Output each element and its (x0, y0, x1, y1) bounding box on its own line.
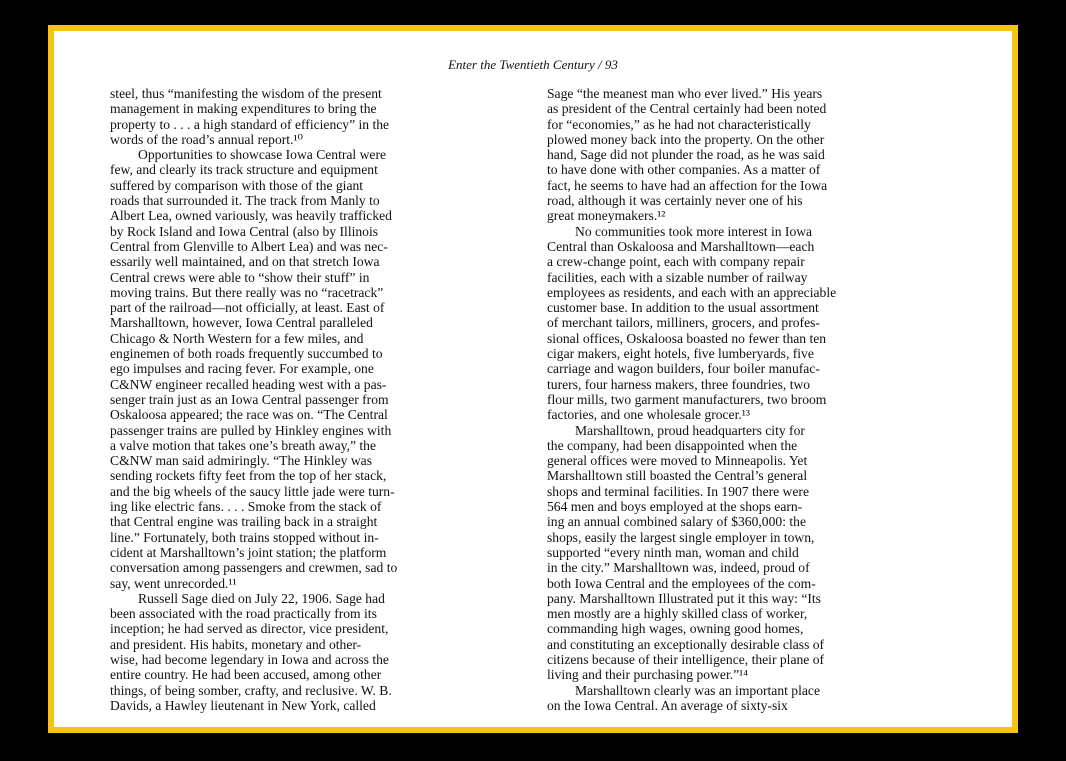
text-line: few, and clearly its track structure and equipment (110, 162, 378, 178)
text-line: management in making expenditures to bring the (110, 101, 377, 117)
text-line: Central from Glenville to Albert Lea) and was nec- (110, 238, 388, 254)
text-line: factories, and one wholesale grocer.¹³ (547, 407, 750, 423)
paragraph-start: Opportunities to showcase Iowa Central were (138, 147, 387, 163)
text-line: supported “every ninth man, woman and child (547, 544, 799, 560)
text-line: and constituting an exceptionally desirable class of (547, 636, 825, 652)
text-line: Davids, a Hawley lieutenant in New York, called (110, 697, 376, 713)
text-line: Chicago & North Western for a few miles, and (110, 330, 364, 346)
text-line: for “economies,” as he had not characteristically (547, 116, 811, 132)
text-line: shops and terminal facilities. In 1907 there were (547, 483, 809, 499)
text-line: road, although it was certainly never one of his (547, 193, 803, 209)
text-line: 564 men and boys employed at the shops earn- (547, 499, 803, 515)
left-column (110, 86, 528, 713)
text-line: living and their purchasing power.”¹⁴ (547, 667, 748, 683)
text-line: senger train just as an Iowa Central passenger from (110, 391, 389, 407)
text-line: Oskaloosa appeared; the race was on. “The Central (110, 407, 388, 423)
text-line: line.” Fortunately, both trains stopped without in- (110, 529, 379, 545)
page-frame (48, 25, 1018, 733)
text-line: general offices were moved to Minneapolis. Yet (547, 453, 808, 469)
text-line: to have done with other companies. As a matter of (547, 162, 821, 178)
text-line: Albert Lea, owned variously, was heavily trafficked (110, 208, 392, 224)
text-line: Sage “the meanest man who ever lived.” His years (547, 86, 823, 101)
text-line: of merchant tailors, milliners, grocers, and profes- (547, 315, 820, 331)
text-line: sional offices, Oskaloosa boasted no fewer than ten (547, 330, 827, 346)
paragraph-start: Russell Sage died on July 22, 1906. Sage had (138, 590, 385, 606)
text-line: part of the railroad—not officially, at least. East of (110, 300, 385, 316)
text-line: customer base. In addition to the usual assortment (547, 300, 819, 316)
text-line: Central than Oskaloosa and Marshalltown—each (547, 238, 815, 254)
text-line: commanding high wages, owning good homes, (547, 621, 804, 637)
running-head: Enter the Twentieth Century / 93 (448, 57, 618, 72)
text-line: roads that surrounded it. The track from Manly to (110, 193, 380, 209)
text-line: shops, easily the largest single employer in town, (547, 529, 815, 545)
text-line: in the city.” Marshalltown was, indeed, proud of (547, 560, 810, 576)
text-line: ing an annual combined salary of $360,000: the (547, 514, 806, 530)
text-line: property to . . . a high standard of efficiency” in the (110, 116, 390, 132)
text-line: wise, had become legendary in Iowa and across the (110, 651, 389, 667)
text-line: a valve motion that takes one’s breath away,” the (110, 437, 376, 453)
text-line: facilities, each with a sizable number of railway (547, 269, 808, 285)
text-line: words of the road’s annual report.¹⁰ (110, 131, 303, 147)
right-column (547, 86, 965, 713)
paragraph-start: Marshalltown clearly was an important place (575, 682, 820, 698)
text-line: as president of the Central certainly had been noted (547, 101, 827, 117)
text-line: ing like electric fans. . . . Smoke from the stack of (110, 499, 382, 515)
text-line: great moneymakers.¹² (547, 208, 666, 224)
text-line: and the big wheels of the saucy little jade were turn- (110, 483, 395, 499)
text-line: enginemen of both roads frequently succumbed to (110, 346, 383, 362)
text-line: pany. Marshalltown Illustrated put it this way: “Its (547, 590, 821, 606)
text-line: on the Iowa Central. An average of sixty-six (547, 697, 788, 713)
text-line: entire country. He had been accused, among other (110, 667, 382, 683)
text-line: Marshalltown, however, Iowa Central paralleled (110, 315, 373, 331)
text-line: men mostly are a highly skilled class of worker, (547, 606, 808, 622)
paragraph-start: Marshalltown, proud headquarters city for (575, 422, 805, 438)
text-line: a crew-change point, each with company repair (547, 254, 805, 270)
text-line: ego impulses and racing fever. For example, one (110, 361, 374, 377)
text-line: been associated with the road practically from its (110, 606, 377, 622)
text-line: C&NW man said admiringly. “The Hinkley was (110, 453, 373, 469)
text-line: C&NW engineer recalled heading west with a pas- (110, 376, 387, 392)
text-line: fact, he seems to have had an affection for the Iowa (547, 177, 828, 193)
text-line: employees as residents, and each with an appreciable (547, 284, 837, 300)
paragraph-start: No communities took more interest in Iowa (575, 223, 813, 239)
text-line: the company, had been disappointed when the (547, 437, 798, 453)
text-line: flour mills, two garment manufacturers, two broom (547, 391, 827, 407)
text-line: conversation among passengers and crewmen, sad to (110, 560, 398, 576)
text-line: cigar makers, eight hotels, five lumberyards, five (547, 346, 814, 362)
text-line: inception; he had served as director, vice president, (110, 621, 389, 637)
text-line: moving trains. But there really was no “racetrack” (110, 284, 384, 300)
text-line: passenger trains are pulled by Hinkley engines with (110, 422, 392, 438)
text-line: essarily well maintained, and on that stretch Iowa (110, 254, 380, 270)
text-line: Marshalltown still boasted the Central’s general (547, 468, 808, 484)
text-line: turers, four harness makers, three foundries, two (547, 376, 811, 392)
text-line: cident at Marshalltown’s joint station; the platform (110, 544, 387, 560)
text-line: Central crews were able to “show their stuff” in (110, 269, 370, 285)
text-line: say, went unrecorded.¹¹ (110, 575, 237, 591)
text-line: suffered by comparison with those of the giant (110, 177, 364, 193)
text-line: sending rockets fifty feet from the top of her stack, (110, 468, 387, 484)
text-line: by Rock Island and Iowa Central (also by Illinois (110, 223, 379, 239)
text-line: plowed money back into the property. On the other (547, 131, 825, 147)
text-line: carriage and wagon builders, four boiler manufac- (547, 361, 820, 377)
text-line: things, of being somber, crafty, and reclusive. W. B. (110, 682, 392, 698)
text-line: and president. His habits, monetary and other- (110, 636, 362, 652)
text-line: that Central engine was trailing back in a straight (110, 514, 378, 530)
text-line: steel, thus “manifesting the wisdom of the present (110, 86, 382, 101)
text-line: both Iowa Central and the employees of the com- (547, 575, 816, 591)
text-line: hand, Sage did not plunder the road, as he was said (547, 147, 825, 163)
text-line: citizens because of their intelligence, their plane of (547, 651, 825, 667)
